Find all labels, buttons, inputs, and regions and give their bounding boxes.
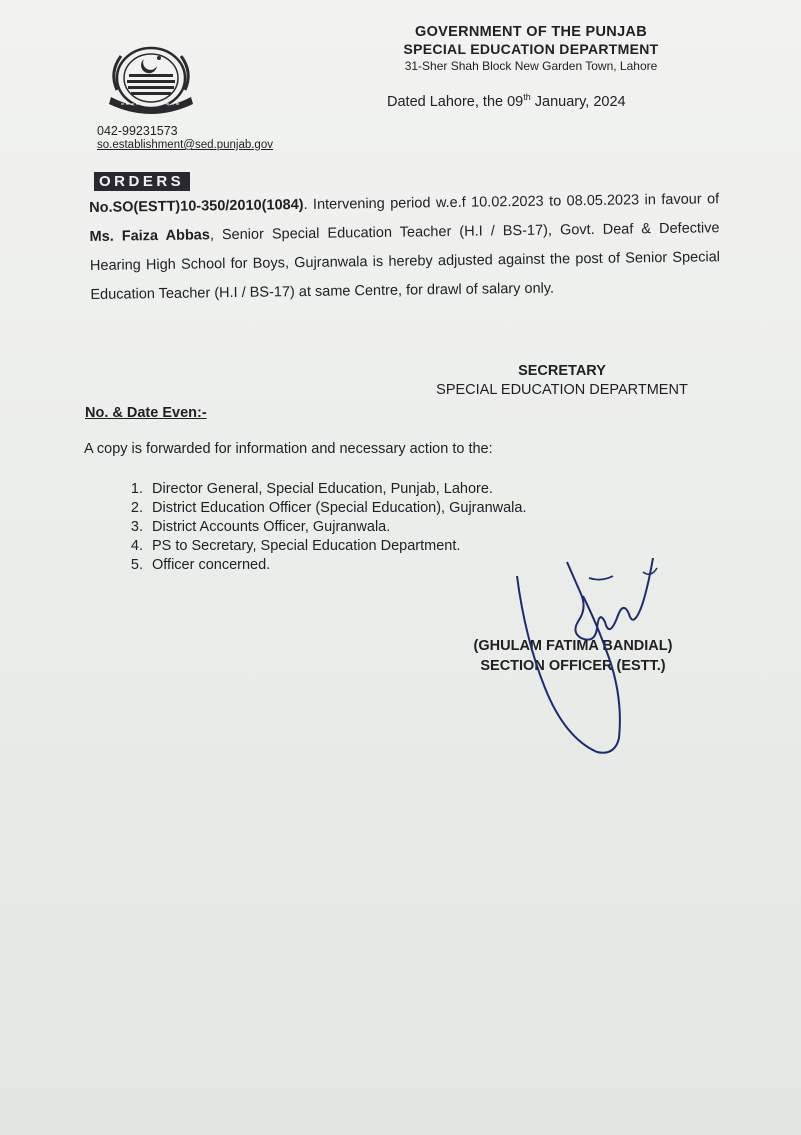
list-item-text: District Education Officer (Special Education), Gujranwala. bbox=[152, 500, 527, 516]
recipient-list bbox=[104, 480, 526, 575]
bleed-through bbox=[300, 78, 303, 92]
list-item-number: 5. bbox=[130, 557, 143, 573]
list-item bbox=[104, 518, 526, 537]
punjab-government-logo bbox=[103, 42, 199, 120]
secretary-title: SECRETARY bbox=[518, 363, 606, 379]
dated-prefix: Dated Lahore, the 09 bbox=[387, 93, 524, 110]
department-title: SPECIAL EDUCATION DEPARTMENT bbox=[403, 41, 659, 57]
list-item bbox=[104, 480, 526, 499]
dated-line bbox=[387, 92, 626, 110]
department-address: 31-Sher Shah Block New Garden Town, Lahore bbox=[404, 59, 658, 73]
list-item bbox=[104, 499, 526, 518]
handwritten-signature bbox=[505, 548, 665, 758]
order-number: No.SO(ESTT)10-350/2010(1084) bbox=[89, 197, 304, 216]
list-item-number: 4. bbox=[130, 538, 143, 554]
order-text-part2: , Senior Special Education Teacher (H.I / BS-17), Govt. Deaf & Defective Hearing High School for Boys, Gujranwala is hereby adjusted against the post of Senior Special Education Teacher (H.I / BS-17) at same Centre, for drawl of salary only. bbox=[89, 220, 721, 303]
order-text-part1: . Intervening period w.e.f 10.02.2023 to 08.05.2023 in favour of bbox=[303, 191, 720, 214]
copy-forwarded-text: A copy is forwarded for information and necessary action to the: bbox=[84, 441, 493, 457]
signatory-designation: SECTION OFFICER (ESTT.) bbox=[480, 658, 666, 674]
list-item-text: Officer concerned. bbox=[152, 557, 271, 573]
list-item-number: 1. bbox=[130, 481, 143, 497]
dated-suffix: January, 2024 bbox=[530, 93, 626, 110]
list-item-number: 2. bbox=[130, 500, 143, 516]
no-date-even-heading: No. & Date Even:- bbox=[85, 405, 207, 421]
list-item-text: PS to Secretary, Special Education Department. bbox=[152, 538, 461, 554]
list-item-text: District Accounts Officer, Gujranwala. bbox=[152, 519, 391, 535]
secretary-block bbox=[404, 362, 720, 400]
email-address: so.establishment@sed.punjab.gov bbox=[97, 139, 273, 151]
employee-name: Ms. Faiza Abbas bbox=[89, 227, 210, 245]
orders-heading: ORDERS bbox=[94, 172, 190, 191]
order-paragraph bbox=[89, 185, 721, 310]
list-item-number: 3. bbox=[130, 519, 143, 535]
dated-ordinal: th bbox=[523, 92, 531, 102]
phone-number: 042-99231573 bbox=[97, 124, 178, 138]
secretary-department: SPECIAL EDUCATION DEPARTMENT bbox=[436, 382, 688, 398]
signatory-name: (GHULAM FATIMA BANDIAL) bbox=[473, 638, 673, 654]
list-item bbox=[104, 556, 526, 575]
list-item bbox=[104, 537, 526, 556]
list-item-text: Director General, Special Education, Punjab, Lahore. bbox=[152, 481, 493, 497]
government-title: GOVERNMENT OF THE PUNJAB bbox=[415, 24, 647, 40]
letterhead bbox=[372, 24, 690, 73]
